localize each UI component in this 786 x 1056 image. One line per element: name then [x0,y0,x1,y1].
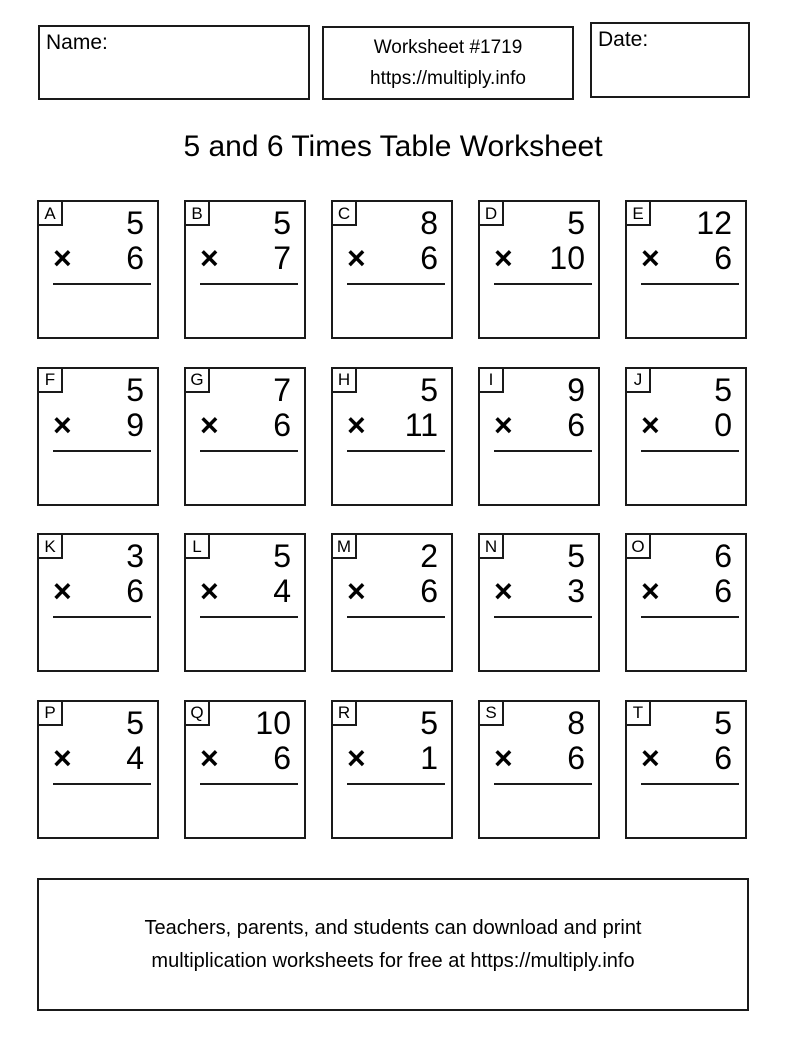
problem-cell [625,367,747,506]
answer-line [200,783,298,785]
multiplication-sign-icon: × [347,739,366,776]
multiplier: 9 [126,406,144,443]
problem-cell [478,533,600,672]
problem-cell [331,700,453,839]
problem-letter: O [631,536,645,556]
multiplicand: 5 [126,704,144,741]
multiplicand: 3 [126,538,144,574]
multiplication-sign-icon: × [53,240,72,276]
problem-cell [37,367,159,506]
problem-letter: N [484,536,498,556]
problem-letter-badge [625,533,651,559]
multiplicand: 5 [273,205,291,241]
multiplication-sign-icon: × [347,240,366,276]
multiplication-sign-icon: × [641,739,660,776]
multiplicand: 5 [273,538,291,574]
answer-line [53,616,151,618]
problem-letter: F [44,370,56,389]
problem-cell [478,200,600,339]
problem-letter: H [337,370,351,389]
problem-cell [184,200,306,339]
problem-letter: G [190,370,204,389]
multiplier: 3 [567,573,585,609]
problem-cell [184,367,306,506]
problem-letter-badge [331,700,357,726]
footer-line-1: Teachers, parents, and students can download and print [144,916,642,939]
multiplicand: 12 [696,205,732,241]
multiplicand: 5 [714,371,732,408]
multiplier: 6 [714,240,732,276]
multiplicand: 10 [255,704,291,741]
problem-cell [184,533,306,672]
multiplication-sign-icon: × [200,739,219,776]
problem-letter: K [44,536,56,556]
multiplication-sign-icon: × [494,739,513,776]
problem-letter-badge [331,200,357,226]
problem-letter-badge [478,533,504,559]
multiplicand: 6 [714,538,732,574]
multiplicand: 5 [420,371,438,408]
multiplicand: 8 [567,704,585,741]
multiplier: 4 [126,739,144,776]
answer-line [53,783,151,785]
multiplicand: 5 [567,205,585,241]
problem-cell [331,367,453,506]
answer-line [494,450,592,452]
multiplication-sign-icon: × [641,240,660,276]
problem-letter-badge [37,367,63,393]
multiplier: 6 [567,739,585,776]
answer-line [347,783,445,785]
multiplicand: 5 [714,704,732,741]
problem-letter: E [632,203,644,223]
multiplicand: 5 [420,704,438,741]
problem-letter: Q [190,703,204,722]
problem-letter: A [44,203,56,223]
worksheet-number: Worksheet #1719 [373,37,523,58]
multiplier: 6 [714,739,732,776]
answer-line [347,450,445,452]
multiplication-sign-icon: × [53,739,72,776]
name-field-box [38,25,310,100]
problem-letter-badge [184,700,210,726]
problem-cell [478,700,600,839]
multiplier: 4 [273,573,291,609]
answer-line [494,616,592,618]
problem-letter: J [633,370,643,389]
problem-letter-badge [37,200,63,226]
problem-letter: T [632,703,644,722]
multiplicand: 5 [126,371,144,408]
problems-grid [37,200,747,839]
problem-letter: M [336,536,352,556]
problem-cell [37,533,159,672]
name-label: Name: [46,31,108,54]
multiplication-sign-icon: × [494,573,513,609]
problem-letter-badge [184,367,210,393]
multiplier: 6 [714,573,732,609]
multiplicand: 7 [273,371,291,408]
answer-line [200,616,298,618]
problem-letter-badge [478,200,504,226]
problem-cell [625,533,747,672]
worksheet-url: https://multiply.info [370,68,526,89]
answer-line [494,783,592,785]
multiplier: 10 [549,240,585,276]
problem-letter: D [484,203,498,223]
multiplier: 0 [714,406,732,443]
multiplier: 6 [567,406,585,443]
multiplication-sign-icon: × [53,406,72,443]
answer-line [53,283,151,285]
problem-cell [331,533,453,672]
problem-letter: B [191,203,203,223]
answer-line [641,616,739,618]
multiplication-sign-icon: × [347,573,366,609]
answer-line [641,283,739,285]
problem-cell [37,700,159,839]
problem-letter-badge [625,700,651,726]
page-title: 5 and 6 Times Table Worksheet [183,130,603,163]
answer-line [200,283,298,285]
problem-cell [625,700,747,839]
problem-letter: L [192,536,202,556]
multiplication-sign-icon: × [641,406,660,443]
multiplier: 7 [273,240,291,276]
problem-cell [184,700,306,839]
problem-letter-badge [184,533,210,559]
multiplier: 6 [273,406,291,443]
problem-cell [37,200,159,339]
problem-letter-badge [625,367,651,393]
multiplicand: 2 [420,538,438,574]
problem-letter-badge [37,700,63,726]
multiplication-sign-icon: × [641,573,660,609]
problem-cell [478,367,600,506]
multiplication-sign-icon: × [494,240,513,276]
multiplier: 6 [126,573,144,609]
problem-letter-badge [331,367,357,393]
multiplicand: 9 [567,371,585,408]
problem-letter-badge [478,700,504,726]
problem-letter-badge [37,533,63,559]
multiplier: 1 [420,739,438,776]
answer-line [347,616,445,618]
answer-line [641,783,739,785]
multiplication-sign-icon: × [200,573,219,609]
multiplicand: 8 [420,205,438,241]
date-label: Date: [598,28,649,51]
answer-line [200,450,298,452]
multiplication-sign-icon: × [494,406,513,443]
problem-letter: R [337,703,351,722]
answer-line [641,450,739,452]
multiplication-sign-icon: × [347,406,366,443]
problem-letter: C [337,203,351,223]
footer-line-2: multiplication worksheets for free at https://multiply.info [151,949,635,972]
multiplier: 6 [420,240,438,276]
multiplier: 6 [420,573,438,609]
problem-letter: I [488,370,494,389]
multiplication-sign-icon: × [53,573,72,609]
answer-line [494,283,592,285]
problem-letter-badge [331,533,357,559]
worksheet-info-box [322,26,574,100]
multiplier: 6 [273,739,291,776]
multiplicand: 5 [126,205,144,241]
multiplication-sign-icon: × [200,406,219,443]
answer-line [53,450,151,452]
date-field-box [590,22,750,98]
problem-cell [625,200,747,339]
multiplier: 11 [404,406,438,443]
footer-note-box [37,878,749,1011]
problem-letter-badge [625,200,651,226]
multiplicand: 5 [567,538,585,574]
answer-line [347,283,445,285]
multiplication-sign-icon: × [200,240,219,276]
problem-letter-badge [478,367,504,393]
problem-cell [331,200,453,339]
problem-letter: P [44,703,56,722]
problem-letter: S [485,703,497,722]
problem-letter-badge [184,200,210,226]
multiplier: 6 [126,240,144,276]
